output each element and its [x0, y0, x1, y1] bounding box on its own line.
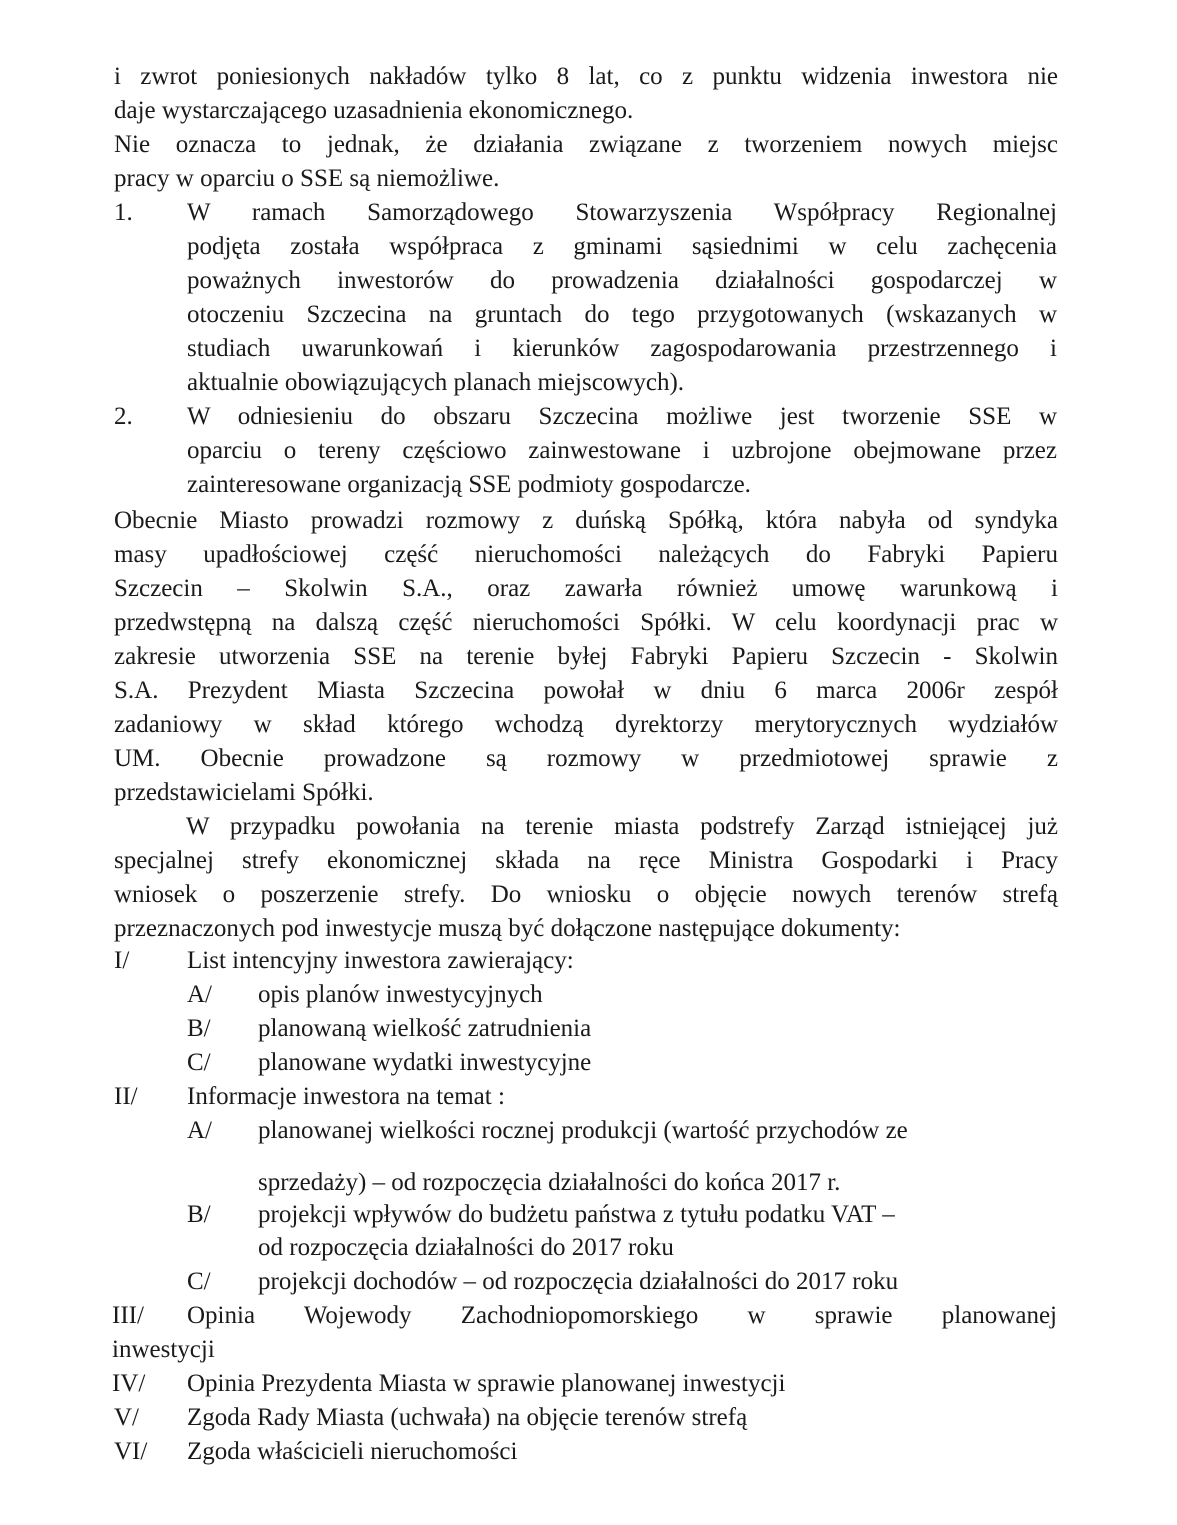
doc-item-II-B-marker: B/ [187, 1201, 211, 1228]
paragraph-podstrefa [114, 810, 1058, 946]
doc-item-IV-marker: IV/ [112, 1370, 146, 1397]
numbered-item-2-line: zainteresowane organizacją SSE podmioty gospodarcze. [187, 471, 751, 498]
numbered-item-1-line: podjęta została współpraca z gminami sąsiednimi w celu zachęcenia [187, 233, 1057, 260]
paragraph-line: specjalnej strefy ekonomicznej składa na ręce Ministra Gospodarki i Pracy [114, 847, 1058, 874]
doc-item-I-marker: I/ [114, 947, 130, 974]
paragraph-line: zadaniowy w skład którego wchodzą dyrektorzy merytorycznych wydziałów [114, 711, 1058, 738]
doc-item-I-A-text: opis planów inwestycyjnych [258, 981, 543, 1008]
doc-item-II-B-line-2: od rozpoczęcia działalności do 2017 roku [258, 1234, 674, 1261]
numbered-item-2-line: oparciu o tereny częściowo zainwestowane i uzbrojone obejmowane przez [187, 437, 1057, 464]
numbered-item-2-marker: 2. [114, 403, 133, 430]
numbered-item-1-line: aktualnie obowiązujących planach miejscowych). [187, 369, 685, 396]
doc-item-I-B-text: planowaną wielkość zatrudnienia [258, 1015, 592, 1042]
doc-item-VI-text: Zgoda właścicieli nieruchomości [187, 1438, 518, 1465]
paragraph-line: Szczecin – Skolwin S.A., oraz zawarła również umowę warunkową i [114, 575, 1058, 602]
doc-item-V-text: Zgoda Rady Miasta (uchwała) na objęcie terenów strefą [187, 1404, 748, 1431]
doc-item-III-text [187, 1299, 1057, 1333]
intro-line-3: Nie oznacza to jednak, że działania związane z tworzeniem nowych miejsc [114, 131, 1058, 158]
doc-item-III-marker: III/ [112, 1302, 144, 1329]
numbered-item-1-line: studiach uwarunkowań i kierunków zagospodarowania przestrzennego i [187, 335, 1057, 362]
paragraph-line: przedstawicielami Spółki. [114, 779, 374, 806]
doc-item-V-marker: V/ [114, 1404, 139, 1431]
doc-item-II-A-marker: A/ [187, 1117, 212, 1144]
doc-item-I-B-marker: B/ [187, 1015, 211, 1042]
doc-item-I-C-marker: C/ [187, 1049, 211, 1076]
doc-item-I-text: List intencyjny inwestora zawierający: [187, 947, 574, 974]
paragraph-line: przeznaczonych pod inwestycje muszą być dołączone następujące dokumenty: [114, 915, 901, 942]
doc-item-II-A-line-2: sprzedaży) – od rozpoczęcia działalności do końca 2017 r. [258, 1169, 841, 1196]
doc-item-II-B-line-1: projekcji wpływów do budżetu państwa z tytułu podatku VAT – [258, 1201, 895, 1228]
paragraph-line: UM. Obecnie prowadzone są rozmowy w przedmiotowej sprawie z [114, 745, 1058, 772]
paragraph-line: S.A. Prezydent Miasta Szczecina powołał w dniu 6 marca 2006r zespół [114, 677, 1058, 704]
paragraph-miasto [114, 504, 1058, 810]
doc-item-II-C-line-1: projekcji dochodów – od rozpoczęcia działalności do 2017 roku [258, 1268, 899, 1295]
numbered-item-1 [187, 196, 1057, 400]
paragraph-line: wniosek o poszerzenie strefy. Do wniosku o objęcie nowych terenów strefą [114, 881, 1058, 908]
doc-item-III-line-1: Opinia Wojewody Zachodniopomorskiego w sprawie planowanej [187, 1302, 1057, 1329]
numbered-item-1-line: otoczeniu Szczecina na gruntach do tego przygotowanych (wskazanych w [187, 301, 1057, 328]
doc-item-III-line-2: inwestycji [112, 1336, 215, 1363]
doc-item-II-text: Informacje inwestora na temat : [187, 1083, 505, 1110]
numbered-item-1-line: poważnych inwestorów do prowadzenia działalności gospodarczej w [187, 267, 1057, 294]
doc-item-II-marker: II/ [114, 1083, 138, 1110]
doc-item-I-C-text: planowane wydatki inwestycyjne [258, 1049, 592, 1076]
numbered-item-2 [187, 400, 1057, 502]
intro-line-1: i zwrot poniesionych nakładów tylko 8 lat, co z punktu widzenia inwestora nie [114, 63, 1058, 90]
numbered-item-1-marker: 1. [114, 199, 133, 226]
doc-item-II-C-marker: C/ [187, 1268, 211, 1295]
doc-item-I-A-marker: A/ [187, 981, 212, 1008]
doc-item-VI-marker: VI/ [114, 1438, 148, 1465]
numbered-item-2-line: W odniesieniu do obszaru Szczecina możliwe jest tworzenie SSE w [187, 403, 1057, 430]
paragraph-line: przedwstępną na dalszą część nieruchomości Spółki. W celu koordynacji prac w [114, 609, 1058, 636]
doc-item-IV-text: Opinia Prezydenta Miasta w sprawie planowanej inwestycji [187, 1370, 786, 1397]
paragraph-line: W przypadku powołania na terenie miasta podstrefy Zarząd istniejącej już [186, 813, 1058, 840]
paragraph-line: masy upadłościowej część nieruchomości należących do Fabryki Papieru [114, 541, 1058, 568]
doc-item-II-A-line-1: planowanej wielkości rocznej produkcji (wartość przychodów ze [258, 1117, 908, 1144]
intro-line-4: pracy w oparciu o SSE są niemożliwe. [114, 165, 500, 192]
paragraph-line: Obecnie Miasto prowadzi rozmowy z duńską Spółką, która nabyła od syndyka [114, 507, 1058, 534]
intro-line-2: daje wystarczającego uzasadnienia ekonomicznego. [114, 97, 634, 124]
paragraph-line: zakresie utworzenia SSE na terenie byłej Fabryki Papieru Szczecin - Skolwin [114, 643, 1058, 670]
intro-paragraph [114, 60, 1058, 196]
numbered-item-1-line: W ramach Samorządowego Stowarzyszenia Współpracy Regionalnej [187, 199, 1057, 226]
